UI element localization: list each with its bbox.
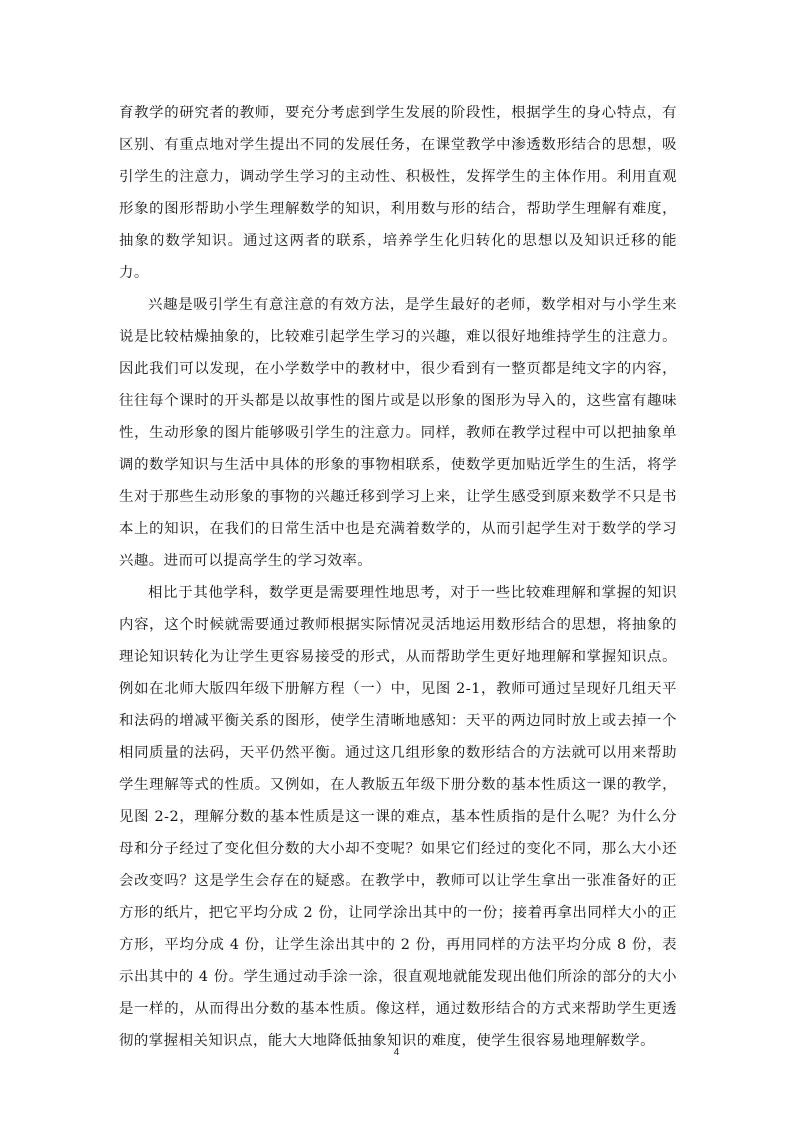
paragraph-2: 兴趣是吸引学生有意注意的有效方法，是学生最好的老师，数学相对与小学生来说是比较枯燥抽象的，比较难引起学生学习的兴趣，难以很好地维持学生的注意力。因此我们可以发现，在小学数学中的教材中，很少看到有一整页都是纯文字的内容，往往每个课时的开头都是以故事性的图片或是以形象的图形为导入的，这些富有趣味性，生动形象的图片能够吸引学生的注意力。同样，教师在教学过程中可以把抽象单调的数学知识与生活中具体的形象的事物相联系，使数学更加贴近学生的生活，将学生对于那些生动形象的事物的兴趣迁移到学习上来，让学生感受到原来数学不只是书本上的知识，在我们的日常生活中也是充满着数学的，从而引起学生对于数学的学习兴趣。进而可以提高学生的学习效率。: [119, 297, 677, 569]
body-text: [119, 97, 677, 1057]
paragraph-1: 育教学的研究者的教师，要充分考虑到学生发展的阶段性，根据学生的身心特点，有区别、有重点地对学生提出不同的发展任务，在课堂教学中渗透数形结合的思想，吸引学生的注意力，调动学生学习的主动性、积极性，发挥学生的主体作用。利用直观形象的图形帮助小学生理解数学的知识，利用数与形的结合，帮助学生理解有难度，抽象的数学知识。通过这两者的联系，培养学生化归转化的思想以及知识迁移的能力。: [119, 105, 677, 281]
paragraph-3: 相比于其他学科，数学更是需要理性地思考，对于一些比较难理解和掌握的知识内容，这个时候就需要通过教师根据实际情况灵活地运用数形结合的思想，将抽象的理论知识转化为让学生更容易接受的形式，从而帮助学生更好地理解和掌握知识点。例如在北师大版四年级下册解方程（一）中，见图 2-1，教师可通过呈现好几组天平和法码的增减平衡关系的图形，使学生清晰地感知：天平的两边同时放上或去掉一个相同质量的法码，天平仍然平衡。通过这几组形象的数形结合的方法就可以用来帮助学生理解等式的性质。又例如，在人教版五年级下册分数的基本性质这一课的教学，见图 2-2，理解分数的基本性质是这一课的难点，基本性质指的是什么呢？为什么分母和分子经过了变化但分数的大小却不变呢？如果它们经过的变化不同，那么大小还会改变吗？这是学生会存在的疑惑。在教学中，教师可以让学生拿出一张准备好的正方形的纸片，把它平均分成 2 份，让同学涂出其中的一份；接着再拿出同样大小的正方形，平均分成 4 份，让学生涂出其中的 2 份，再用同样的方法平均分成 8 份，表示出其中的 4 份。学生通过动手涂一涂，很直观地就能发现出他们所涂的部分的大小是一样的，从而得出分数的基本性质。像这样，通过数形结合的方式来帮助学生更透彻的掌握相关知识点，能大大地降低抽象知识的难度，使学生很容易地理解数学。: [119, 585, 677, 1049]
page-number: 4: [393, 1047, 400, 1058]
